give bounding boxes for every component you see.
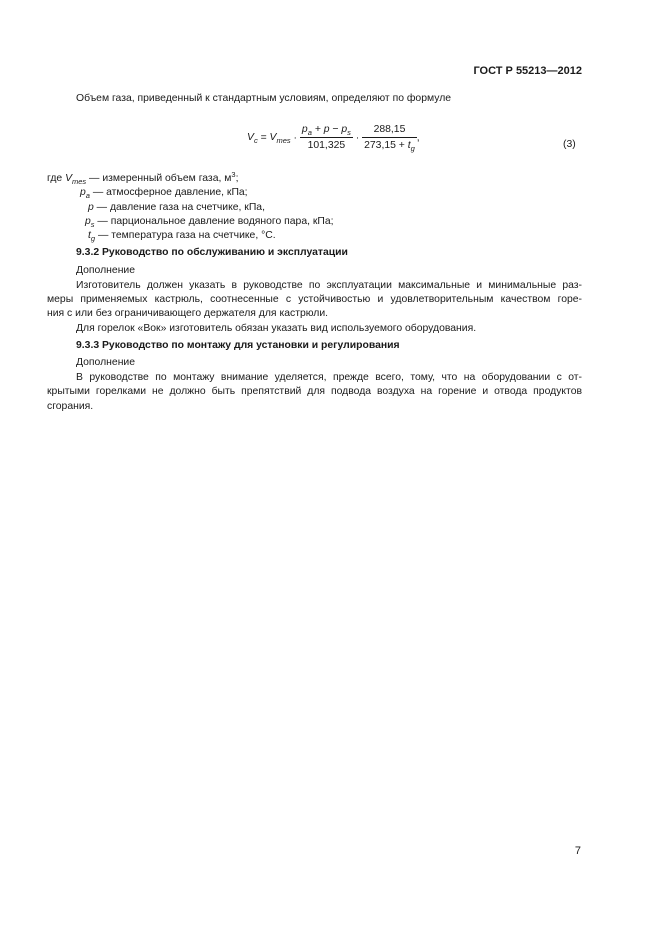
- formula: $V_c = V_{mes}$ · $\frac{p_a + p - p_s}{101,325}$ · $\frac{288,15}{273,15 + t_g}$ ,: [247, 124, 420, 153]
- where-item-pa: $p_a$ — атмосферное давление, кПа;: [80, 187, 248, 200]
- page-number: 7: [574, 845, 581, 857]
- paragraph-line: Для горелок «Вок» изготовитель обязан указать вид используемого оборудования.: [76, 323, 477, 334]
- where-item-tg: $t_g$ — температура газа на счетчике, °С.: [88, 230, 276, 243]
- section-label: Дополнение: [76, 265, 136, 276]
- where-item-p: p — давление газа на счетчике, кПа,: [88, 202, 265, 213]
- formula-fraction-temperature: $\frac{288,15}{273,15 + t_g}$: [364, 124, 415, 153]
- paragraph-line: Изготовитель должен указать в руководстве по эксплуатации максимальные и минимальные раз-: [76, 280, 582, 291]
- formula-fraction-pressure: $\frac{p_a + p - p_s}{101,325}$: [301, 124, 351, 151]
- where-item-ps: $p_s$ — парциональное давление водяного пара, кПа;: [85, 216, 334, 229]
- paragraph-line: сгорания.: [47, 401, 94, 412]
- paragraph-line: ния с или без ограничивающего держателя для кастрюли.: [47, 308, 329, 319]
- section-label: Дополнение: [76, 357, 136, 368]
- paragraph-line: В руководстве по монтажу внимание уделяется, прежде всего, тому, что на оборудовании с от-: [76, 372, 582, 383]
- formula-number: (3): [563, 139, 576, 150]
- document-header: ГОСТ Р 55213—2012: [473, 65, 582, 77]
- paragraph-line: меры применяемых кастрюль, соотнесенные с устойчивостью и удовлетворительным качеством горе-: [47, 294, 582, 305]
- formula-lhs: $V_c$: [247, 132, 258, 146]
- where-item-vmes: где $V_{mes}$ — измеренный объем газа, $м^3$;: [47, 170, 239, 186]
- section-heading-9-3-2: 9.3.2 Руководство по обслуживанию и эксплуатации: [76, 247, 348, 258]
- intro-paragraph: Объем газа, приведенный к стандартным условиям, определяют по формуле: [76, 93, 452, 104]
- section-heading-9-3-3: 9.3.3 Руководство по монтажу для установки и регулирования: [76, 340, 400, 351]
- paragraph-line: крытыми горелками не должно быть препятствий для подвода воздуха на горение и отвода продуктов: [47, 386, 582, 397]
